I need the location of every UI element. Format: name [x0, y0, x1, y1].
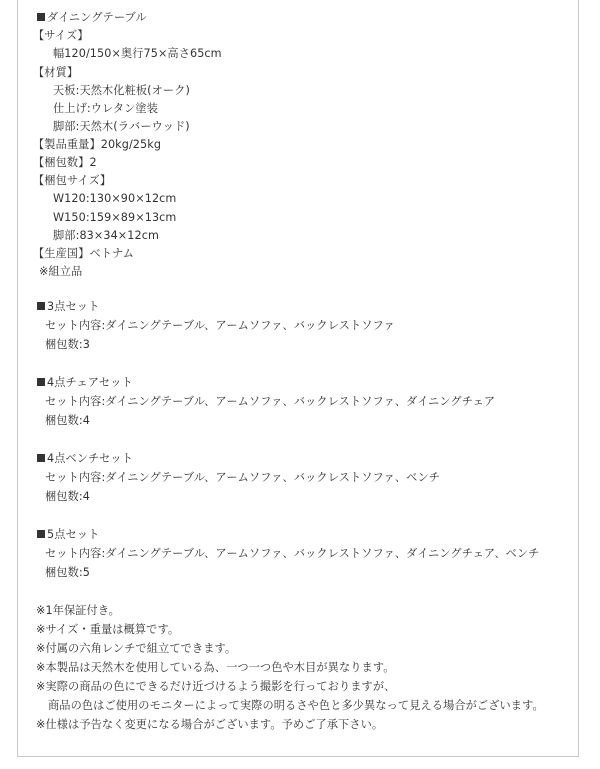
product-weight: 【製品重量】20kg/25kg: [33, 138, 162, 151]
note-item: 商品の色はご使用のモニターによって実際の明るさや色と多少異なって見える場合がございます。: [48, 699, 544, 712]
material-finish: 仕上げ:ウレタン塗装: [53, 102, 159, 115]
set-title: 3点セット: [37, 300, 99, 314]
package-size-w150: W150:159×89×13cm: [53, 211, 177, 224]
square-bullet-icon: [37, 378, 45, 386]
set-contents: セット内容:ダイニングテーブル、アームソファ、バックレストソファ: [45, 319, 395, 332]
set-contents: セット内容:ダイニングテーブル、アームソファ、バックレストソファ、ベンチ: [45, 471, 441, 484]
square-bullet-icon: [37, 302, 45, 310]
set-contents: セット内容:ダイニングテーブル、アームソファ、バックレストソファ、ダイニングチェア、ベンチ: [45, 547, 540, 560]
material-legs: 脚部:天然木(ラバーウッド): [53, 120, 190, 133]
note-item: ※実際の商品の色にできるだけ近づけるよう撮影を行っておりますが、: [36, 680, 396, 693]
package-size-legs: 脚部:83×34×12cm: [53, 229, 159, 242]
package-count: 【梱包数】2: [33, 156, 97, 169]
set-contents: セット内容:ダイニングテーブル、アームソファ、バックレストソファ、ダイニングチェア: [45, 395, 496, 408]
set-title: 5点セット: [37, 528, 99, 542]
package-size-label: 【梱包サイズ】: [33, 174, 112, 187]
set-package-count: 梱包数:4: [45, 414, 90, 427]
set-package-count: 梱包数:5: [45, 566, 90, 579]
set-title: 4点チェアセット: [37, 376, 133, 390]
package-size-w120: W120:130×90×12cm: [53, 192, 177, 205]
square-bullet-icon: [37, 530, 45, 538]
set-title: 4点ベンチセット: [37, 452, 133, 466]
note-item: ※本製品は天然木を使用している為、一つ一つ色や木目が異なります。: [36, 661, 395, 674]
note-item: ※付属の六角レンチで組立てできます。: [36, 642, 237, 655]
size-value: 幅120/150×奥行75×高さ65cm: [53, 47, 222, 60]
set-package-count: 梱包数:3: [45, 338, 90, 351]
material-top: 天板:天然木化粧板(オーク): [53, 84, 190, 97]
note-item: ※仕様は予告なく変更になる場合がございます。予めご了承下さい。: [36, 718, 384, 731]
square-bullet-icon: [37, 13, 45, 21]
material-label: 【材質】: [33, 66, 79, 79]
spec-title: ダイニングテーブル: [37, 11, 147, 25]
set-package-count: 梱包数:4: [45, 490, 90, 503]
origin-country: 【生産国】ベトナム: [33, 247, 135, 260]
assembly-note: ※組立品: [39, 265, 83, 278]
note-item: ※1年保証付き。: [36, 604, 120, 617]
square-bullet-icon: [37, 454, 45, 462]
note-item: ※サイズ・重量は概算です。: [36, 623, 180, 636]
size-label: 【サイズ】: [33, 29, 89, 42]
